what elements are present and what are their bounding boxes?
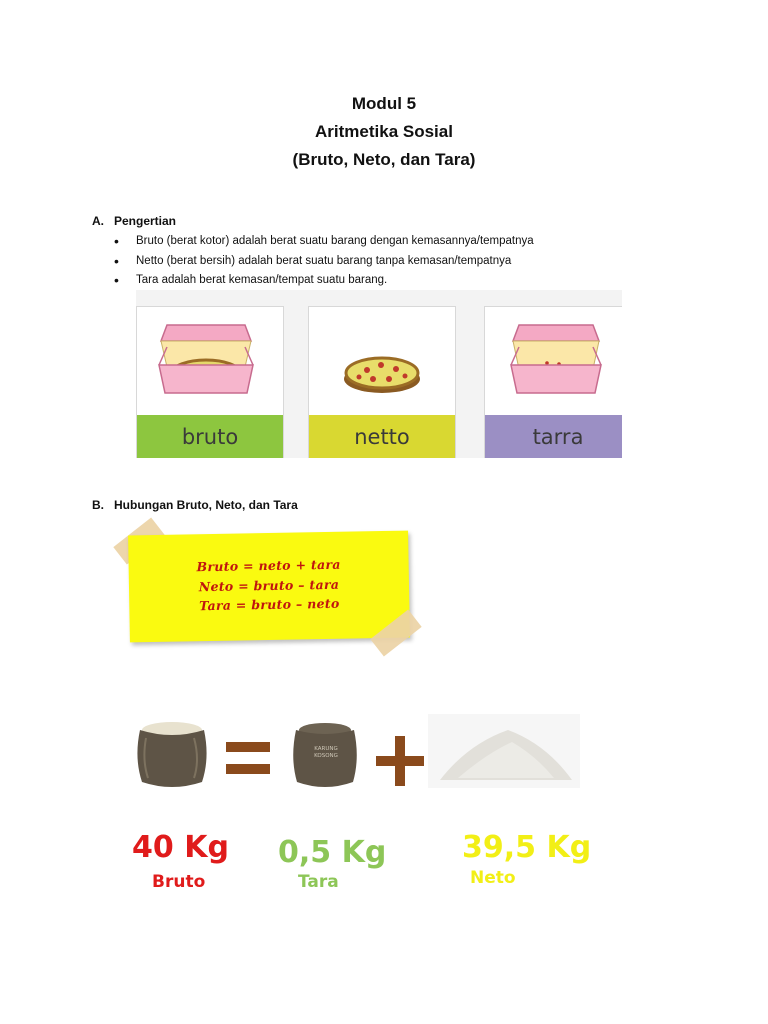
section-b-letter: B.: [92, 498, 104, 512]
bruto-card: [136, 306, 284, 458]
module-title: Aritmetika Sosial: [315, 122, 453, 141]
equals-sign-lower: [226, 764, 270, 774]
module-number: Modul 5: [351, 94, 417, 113]
section-a-letter: A.: [92, 214, 104, 228]
neto-value: 39,5 Kg: [462, 830, 592, 865]
definition-netto: • Netto (berat bersih) adalah berat suatu barang tanpa kemasan/tempatnya: [114, 253, 534, 273]
sack-equation-figure: [114, 660, 592, 902]
definition-bruto: • Bruto (berat kotor) adalah berat suatu barang dengan kemasannya/tempatnya: [114, 233, 534, 253]
definition-list: [114, 233, 534, 292]
bruto-value: 40 Kg: [132, 830, 229, 865]
food-tray-icon: [309, 307, 455, 411]
formula-neto: Neto = bruto – tara: [198, 576, 340, 595]
full-rice-sack-icon: [132, 718, 212, 792]
module-subtitle: (Bruto, Neto, dan Tara): [292, 150, 476, 169]
formula-tara: Tara = bruto – neto: [198, 595, 340, 614]
formula-sticky-note: [128, 531, 410, 643]
section-b-heading: [92, 498, 298, 512]
netto-card: [308, 306, 456, 458]
section-a-title: Pengertian: [114, 214, 177, 228]
bruto-netto-tara-illustration: [136, 290, 622, 458]
box-with-food-icon: [137, 307, 283, 411]
bruto-label: bruto: [137, 415, 283, 458]
bruto-caption: Bruto: [152, 872, 206, 892]
section-a-heading: [92, 214, 176, 228]
neto-caption: Neto: [470, 868, 516, 888]
empty-sack-label: KARUNG KOSONG: [314, 746, 338, 759]
plus-sign-vertical: [395, 736, 405, 786]
empty-box-icon: [485, 307, 622, 411]
equals-sign: [226, 742, 270, 752]
netto-label: netto: [309, 415, 455, 458]
rice-pile-icon: [428, 714, 580, 788]
tara-value: 0,5 Kg: [278, 835, 387, 870]
definition-tara: • Tara adalah berat kemasan/tempat suatu barang.: [114, 272, 534, 292]
tarra-label: tarra: [485, 415, 622, 458]
section-b-title: Hubungan Bruto, Neto, dan Tara: [114, 498, 298, 512]
tara-caption: Tara: [298, 872, 339, 892]
formula-bruto: Bruto = neto + tara: [196, 556, 341, 575]
tarra-card: [484, 306, 622, 458]
